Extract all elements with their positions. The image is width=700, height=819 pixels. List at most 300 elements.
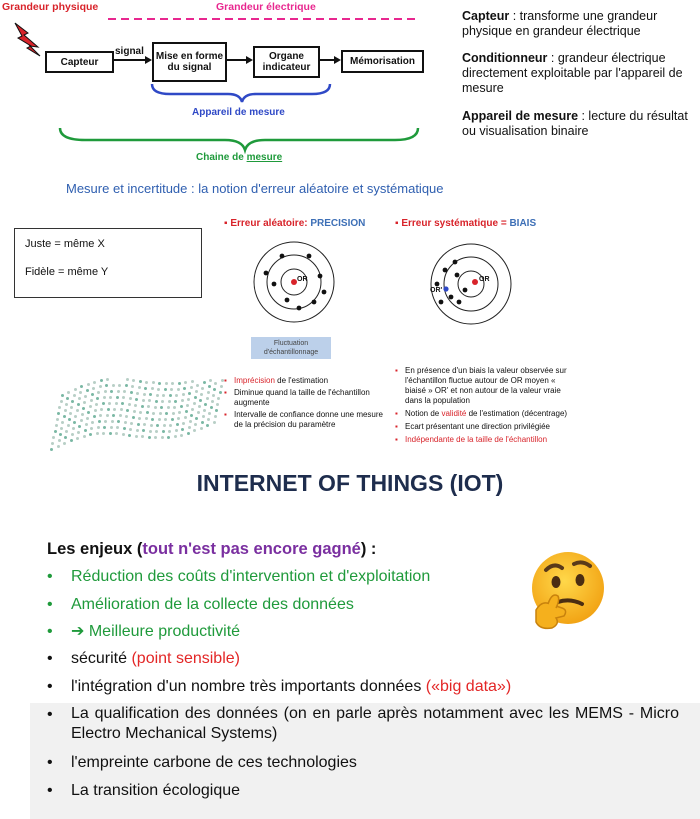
enjeux-heading-purple: tout n'est pas encore gagné bbox=[142, 540, 361, 558]
heading-erreur-systematique: ▪ Erreur systématique = BIAIS bbox=[395, 218, 537, 229]
decorative-dot bbox=[71, 433, 74, 436]
heading-right-prefix: Erreur systématique = bbox=[401, 218, 510, 229]
decorative-dot bbox=[184, 416, 187, 419]
definition-text: : transforme une grandeur physique en grandeur électrique bbox=[462, 9, 658, 38]
decorative-dot bbox=[60, 427, 63, 430]
enjeu-text bbox=[71, 676, 511, 697]
decorative-dot bbox=[110, 390, 113, 393]
decorative-dot bbox=[164, 388, 167, 391]
left-bullet: ▪ Diminue quand la taille de l'échantillon augmente bbox=[224, 388, 370, 407]
decorative-dot bbox=[147, 405, 150, 408]
decorative-dot bbox=[55, 424, 58, 427]
left-bullet: ▪ Imprécision de l'estimation bbox=[224, 376, 329, 385]
right-bullet: ▪ Indépendante de la taille de l'échantillon bbox=[395, 435, 548, 444]
decorative-dot bbox=[74, 388, 77, 391]
decorative-dot bbox=[63, 415, 66, 418]
bullet-dot: • bbox=[47, 596, 53, 613]
decorative-dot bbox=[149, 430, 152, 433]
decorative-dot bbox=[85, 423, 88, 426]
decorative-dot bbox=[115, 432, 118, 435]
decorative-dot bbox=[68, 418, 71, 421]
decorative-dot bbox=[63, 442, 66, 445]
decorative-dot bbox=[94, 409, 97, 412]
decorative-dot bbox=[129, 428, 132, 431]
decorative-dot bbox=[187, 398, 190, 401]
section-title: Mesure et incertitude : la notion d'erreur aléatoire et systématique bbox=[66, 181, 444, 196]
right-bullet-pre: Notion de bbox=[405, 409, 442, 418]
right-bullet-text: de l'estimation (décentrage) bbox=[466, 409, 568, 418]
decorative-dot bbox=[131, 385, 134, 388]
right-bullet-text: En présence d'un biais la valeur observée sur l'échantillon fluctue autour de OR moyen « biaisé » OR' et non autour de la valeur vraie dans la population bbox=[405, 366, 567, 405]
decorative-dot bbox=[106, 414, 109, 417]
or-label-right: OR bbox=[479, 276, 490, 283]
decorative-dot bbox=[215, 409, 218, 412]
decorative-dot bbox=[196, 384, 199, 387]
decorative-dot bbox=[132, 416, 135, 419]
enjeux-heading bbox=[47, 540, 376, 559]
right-bullet: ▪ En présence d'un biais la valeur observée sur l'échantillon fluctue autour de OR moyen « biaisé » OR' et non autour de la valeur vraie dans la population bbox=[395, 366, 567, 405]
decorative-dot bbox=[52, 436, 55, 439]
decorative-dot bbox=[57, 412, 60, 415]
decorative-dot bbox=[96, 397, 99, 400]
decorative-dot bbox=[72, 427, 75, 430]
enjeux-heading-suffix: ) : bbox=[360, 540, 377, 558]
decorative-dot bbox=[138, 386, 141, 389]
decorative-dot bbox=[178, 382, 181, 385]
decorative-dot bbox=[125, 384, 128, 387]
thinking-face-icon bbox=[522, 548, 608, 634]
decorative-dot bbox=[190, 414, 193, 417]
label-grandeur-electrique: Grandeur électrique bbox=[216, 1, 316, 13]
decorative-dot bbox=[119, 414, 122, 417]
decorative-dot bbox=[121, 402, 124, 405]
left-bullet-text: Intervalle de confiance donne une mesure de la précision du paramètre bbox=[234, 410, 383, 429]
decorative-dot bbox=[219, 391, 222, 394]
enjeu-text-main: l'intégration d'un nombre très importants données bbox=[71, 678, 426, 695]
decorative-dot bbox=[156, 394, 159, 397]
chaine-label-mesure: mesure bbox=[246, 152, 283, 163]
decorative-dot bbox=[175, 429, 178, 432]
decorative-dot bbox=[107, 408, 110, 411]
decorative-dot bbox=[162, 430, 165, 433]
decorative-dot bbox=[175, 394, 178, 397]
decorative-dot bbox=[193, 429, 196, 432]
decorative-dot bbox=[97, 391, 100, 394]
decorative-dot bbox=[96, 432, 99, 435]
decorative-dot bbox=[151, 387, 154, 390]
decorative-dot bbox=[191, 408, 194, 411]
decorative-dot bbox=[174, 435, 177, 438]
decorative-dot bbox=[74, 415, 77, 418]
decorative-dot bbox=[165, 412, 168, 415]
decorative-dot bbox=[136, 429, 139, 432]
decorative-dot bbox=[77, 403, 80, 406]
decorative-dot bbox=[70, 406, 73, 409]
decorative-dot bbox=[200, 393, 203, 396]
decorative-dot bbox=[197, 411, 200, 414]
enjeu-text: Réduction des coûts d'intervention et d'exploitation bbox=[71, 568, 431, 585]
decorative-dot bbox=[93, 415, 96, 418]
decorative-dot bbox=[123, 390, 126, 393]
decorative-dot bbox=[108, 402, 111, 405]
decorative-dot bbox=[148, 399, 151, 402]
decorative-dot bbox=[180, 405, 183, 408]
decorative-dot bbox=[83, 401, 86, 404]
label-chaine-de-mesure bbox=[196, 152, 282, 163]
decorative-dot bbox=[67, 424, 70, 427]
decorative-dot bbox=[188, 392, 191, 395]
decorative-dot bbox=[112, 414, 115, 417]
decorative-dot bbox=[58, 439, 61, 442]
decorative-dot bbox=[141, 405, 144, 408]
decorative-dot bbox=[58, 406, 61, 409]
decorative-dot bbox=[82, 407, 85, 410]
decorative-dot bbox=[102, 432, 105, 435]
enjeu-text-red: (point sensible) bbox=[131, 650, 240, 667]
decorative-dot bbox=[51, 442, 54, 445]
decorative-dot bbox=[67, 391, 70, 394]
decorative-dot bbox=[60, 400, 63, 403]
decorative-dot bbox=[133, 410, 136, 413]
decorative-dot bbox=[103, 426, 106, 429]
decorative-dot bbox=[210, 406, 213, 409]
decorative-dot bbox=[109, 396, 112, 399]
decorative-dot bbox=[207, 418, 210, 421]
decorative-dot bbox=[98, 420, 101, 423]
decorative-dot bbox=[201, 387, 204, 390]
decorative-dot bbox=[84, 395, 87, 398]
decorative-dot bbox=[116, 396, 119, 399]
enjeux-heading-prefix: Les enjeux ( bbox=[47, 540, 143, 558]
decorative-dot bbox=[135, 398, 138, 401]
decorative-dot bbox=[149, 393, 152, 396]
decorative-dot bbox=[95, 403, 98, 406]
decorative-dot bbox=[214, 382, 217, 385]
decorative-dot bbox=[92, 387, 95, 390]
definition-text: : lecture du résultat ou visualisation binaire bbox=[462, 109, 688, 138]
enjeu-text: ➔ Meilleure productivité bbox=[71, 623, 241, 640]
enjeu-text: l'empreinte carbone de ces technologies bbox=[71, 754, 357, 771]
decorative-dot bbox=[86, 389, 89, 392]
decorative-dot bbox=[136, 392, 139, 395]
decorative-dot bbox=[110, 426, 113, 429]
decorative-dot bbox=[117, 390, 120, 393]
decorative-dot bbox=[171, 418, 174, 421]
decorative-dot bbox=[70, 439, 73, 442]
decorative-dot bbox=[203, 381, 206, 384]
box-mise-en-forme: Mise en forme du signal bbox=[152, 42, 227, 82]
decorative-dot bbox=[171, 382, 174, 385]
decorative-dot bbox=[79, 391, 82, 394]
decorative-dot bbox=[195, 390, 198, 393]
decorative-dot bbox=[191, 380, 194, 383]
decorative-dot bbox=[158, 382, 161, 385]
decorative-dot bbox=[102, 402, 105, 405]
decorative-dot bbox=[207, 391, 210, 394]
notes-box bbox=[14, 228, 202, 298]
enjeu-text-main: sécurité bbox=[71, 650, 132, 667]
decorative-dot bbox=[169, 394, 172, 397]
decorative-dot bbox=[111, 420, 114, 423]
decorative-dot bbox=[167, 436, 170, 439]
decorative-dot bbox=[184, 381, 187, 384]
decorative-dot bbox=[64, 409, 67, 412]
decorative-dot bbox=[54, 430, 57, 433]
note-fidele: Fidèle = même Y bbox=[25, 266, 109, 278]
heading-right-blue: BIAIS bbox=[509, 218, 537, 229]
decorative-dot bbox=[118, 384, 121, 387]
decorative-dot bbox=[122, 396, 125, 399]
decorative-dot bbox=[202, 415, 205, 418]
decorative-dot bbox=[206, 397, 209, 400]
decorative-dot bbox=[103, 396, 106, 399]
decorative-dot bbox=[124, 421, 127, 424]
decorative-dot bbox=[146, 411, 149, 414]
box-capteur: Capteur bbox=[45, 51, 114, 73]
enjeu-text: La transition écologique bbox=[71, 782, 241, 799]
decorative-dot bbox=[87, 383, 90, 386]
chaine-label-prefix: Chaine de bbox=[196, 152, 247, 163]
right-bullet-text: Ecart présentant une direction privilégiée bbox=[405, 422, 550, 431]
decorative-dot bbox=[99, 414, 102, 417]
decorative-dot bbox=[161, 400, 164, 403]
decorative-dot bbox=[188, 426, 191, 429]
left-bullet-red: Imprécision bbox=[234, 376, 275, 385]
definition-appareil bbox=[462, 109, 698, 139]
decorative-dot bbox=[145, 417, 148, 420]
decorative-dot bbox=[177, 417, 180, 420]
box-organe-indicateur: Organe indicateur bbox=[253, 46, 320, 78]
bullet-dot: • bbox=[47, 568, 53, 585]
decorative-dot bbox=[130, 422, 133, 425]
decorative-dot bbox=[126, 378, 129, 381]
decorative-dot bbox=[61, 394, 64, 397]
decorative-dot bbox=[125, 415, 128, 418]
decorative-dot bbox=[186, 404, 189, 407]
right-bullet-list bbox=[395, 366, 571, 445]
decorative-dot bbox=[80, 419, 83, 422]
decorative-dot bbox=[87, 411, 90, 414]
bullet-dot: • bbox=[47, 678, 53, 695]
decorative-dot bbox=[69, 412, 72, 415]
decorative-dot bbox=[213, 421, 216, 424]
decorative-dot bbox=[174, 400, 177, 403]
decorative-dot bbox=[65, 430, 68, 433]
decorative-dot bbox=[165, 382, 168, 385]
decorative-dot bbox=[71, 400, 74, 403]
decorative-dot bbox=[57, 445, 60, 448]
decorative-dot bbox=[142, 399, 145, 402]
decorative-dot bbox=[123, 427, 126, 430]
decorative-dot bbox=[97, 426, 100, 429]
decorative-dot bbox=[155, 430, 158, 433]
decorative-dot bbox=[187, 432, 190, 435]
decorative-dot bbox=[139, 411, 142, 414]
decorative-dot bbox=[93, 381, 96, 384]
decorative-dot bbox=[90, 399, 93, 402]
decorative-dot bbox=[160, 406, 163, 409]
decorative-dot bbox=[180, 434, 183, 437]
decorative-dot bbox=[204, 403, 207, 406]
decorative-dot bbox=[104, 390, 107, 393]
decorative-dot bbox=[122, 433, 125, 436]
decorative-dot bbox=[177, 388, 180, 391]
decorative-dot bbox=[84, 429, 87, 432]
decorative-dot bbox=[100, 408, 103, 411]
decorative-dot bbox=[164, 418, 167, 421]
bullet-dot: • bbox=[47, 754, 53, 771]
label-appareil-de-mesure: Appareil de mesure bbox=[192, 107, 285, 118]
decorative-dot bbox=[150, 424, 153, 427]
decorative-dot bbox=[104, 420, 107, 423]
iot-title: INTERNET OF THINGS (IOT) bbox=[196, 470, 504, 496]
decorative-dot bbox=[154, 406, 157, 409]
decorative-dot bbox=[81, 413, 84, 416]
decorative-dot bbox=[77, 431, 80, 434]
left-bullet-text: de l'estimation bbox=[274, 376, 329, 385]
decorative-dot bbox=[130, 391, 133, 394]
decorative-dot bbox=[159, 412, 162, 415]
bullet-dot: • bbox=[47, 706, 53, 723]
decorative-dot bbox=[176, 423, 179, 426]
decorative-dot bbox=[109, 432, 112, 435]
decorative-dot bbox=[213, 388, 216, 391]
right-bullet-red: Indépendante de la taille de l'échantillon bbox=[405, 435, 548, 444]
decorative-dot bbox=[128, 434, 131, 437]
target-right bbox=[429, 242, 514, 327]
decorative-dot bbox=[216, 403, 219, 406]
fluctuation-box: Fluctuation d'échantillonnage bbox=[251, 337, 331, 359]
decorative-dot bbox=[158, 418, 161, 421]
decorative-dot-pattern bbox=[50, 378, 225, 450]
target-left bbox=[252, 240, 337, 325]
decorative-dot bbox=[181, 428, 184, 431]
decorative-dot bbox=[201, 421, 204, 424]
decorative-dot bbox=[134, 404, 137, 407]
decorative-dot bbox=[200, 427, 203, 430]
decorative-dot bbox=[157, 388, 160, 391]
decorative-dot bbox=[172, 412, 175, 415]
decorative-dot bbox=[100, 379, 103, 382]
decorative-dot bbox=[139, 380, 142, 383]
definition-text: : grandeur électrique directement exploitable par l'appareil de mesure bbox=[462, 51, 683, 95]
decorative-dot bbox=[91, 421, 94, 424]
definition-term: Conditionneur bbox=[462, 51, 548, 65]
decorative-dot bbox=[138, 417, 141, 420]
or-label-left: OR bbox=[297, 276, 308, 283]
decorative-dot bbox=[182, 422, 185, 425]
decorative-dot bbox=[106, 378, 109, 381]
decorative-dot bbox=[78, 425, 81, 428]
decorative-dot bbox=[73, 421, 76, 424]
decorative-dot bbox=[194, 396, 197, 399]
decorative-dot bbox=[152, 381, 155, 384]
enjeu-text-red: («big data») bbox=[425, 678, 512, 695]
box-memorisation: Mémorisation bbox=[341, 50, 424, 73]
decorative-dot bbox=[78, 397, 81, 400]
definition-term: Capteur bbox=[462, 9, 510, 23]
decorative-dot bbox=[117, 420, 120, 423]
decorative-dot bbox=[182, 393, 185, 396]
bullet-dot: • bbox=[47, 623, 53, 640]
decorative-dot bbox=[99, 385, 102, 388]
decorative-dot bbox=[137, 423, 140, 426]
decorative-dot bbox=[76, 409, 79, 412]
decorative-dot bbox=[178, 411, 181, 414]
decorative-dot bbox=[135, 435, 138, 438]
decorative-dot bbox=[198, 405, 201, 408]
decorative-dot bbox=[151, 418, 154, 421]
left-bullet: ▪ Intervalle de confiance donne une mesure de la précision du paramètre bbox=[224, 410, 383, 429]
or-prime-label: OR' bbox=[430, 287, 443, 294]
label-grandeur-physique: Grandeur physique bbox=[2, 1, 99, 13]
decorative-dot bbox=[115, 402, 118, 405]
decorative-dot bbox=[154, 436, 157, 439]
definition-conditionneur bbox=[462, 51, 698, 96]
bullet-dot: • bbox=[47, 782, 53, 799]
decorative-dot bbox=[221, 379, 224, 382]
decorative-dot bbox=[167, 406, 170, 409]
left-bullet-text: Diminue quand la taille de l'échantillon augmente bbox=[234, 388, 370, 407]
definition-capteur bbox=[462, 9, 698, 39]
decorative-dot bbox=[83, 435, 86, 438]
decorative-dot bbox=[203, 409, 206, 412]
decorative-dot bbox=[217, 397, 220, 400]
decorative-dot bbox=[66, 397, 69, 400]
decorative-dot bbox=[105, 384, 108, 387]
decorative-dot bbox=[142, 429, 145, 432]
decorative-dot bbox=[183, 387, 186, 390]
decorative-dot bbox=[89, 433, 92, 436]
decorative-dot bbox=[76, 437, 79, 440]
decorative-dot bbox=[143, 393, 146, 396]
enjeu-text: La qualification des données (on en parle après notamment avec les MEMS - Micro Electro Mechanical Systems) bbox=[71, 705, 679, 742]
decorative-dot bbox=[220, 385, 223, 388]
decorative-dot bbox=[206, 424, 209, 427]
decorative-dot bbox=[86, 417, 89, 420]
decorative-dot bbox=[185, 410, 188, 413]
decorative-dot bbox=[64, 436, 67, 439]
definition-term: Appareil de mesure bbox=[462, 109, 579, 123]
decorative-dot bbox=[212, 394, 215, 397]
decorative-dot bbox=[126, 409, 129, 412]
enjeu-text: Amélioration de la collecte des données bbox=[71, 596, 354, 613]
right-bullet: ▪ Notion de validité de l'estimation (décentrage) bbox=[395, 409, 568, 418]
decorative-dot bbox=[89, 405, 92, 408]
heading-left-prefix: Erreur aléatoire: bbox=[230, 218, 311, 229]
decorative-dot bbox=[173, 406, 176, 409]
decorative-dot bbox=[129, 397, 132, 400]
decorative-dot bbox=[156, 424, 159, 427]
decorative-dot bbox=[195, 417, 198, 420]
decorative-dot bbox=[90, 427, 93, 430]
decorative-dot bbox=[168, 430, 171, 433]
left-bullet-list bbox=[224, 376, 384, 430]
decorative-dot bbox=[73, 394, 76, 397]
decorative-dot bbox=[91, 393, 94, 396]
decorative-dot bbox=[155, 400, 158, 403]
decorative-dot bbox=[209, 379, 212, 382]
decorative-dot bbox=[65, 403, 68, 406]
decorative-dot bbox=[193, 402, 196, 405]
decorative-dot bbox=[128, 403, 131, 406]
decorative-dot bbox=[208, 412, 211, 415]
bullet-dot: • bbox=[47, 650, 53, 667]
decorative-dot bbox=[132, 379, 135, 382]
decorative-dot bbox=[145, 381, 148, 384]
decorative-dot bbox=[80, 385, 83, 388]
decorative-dot bbox=[143, 423, 146, 426]
